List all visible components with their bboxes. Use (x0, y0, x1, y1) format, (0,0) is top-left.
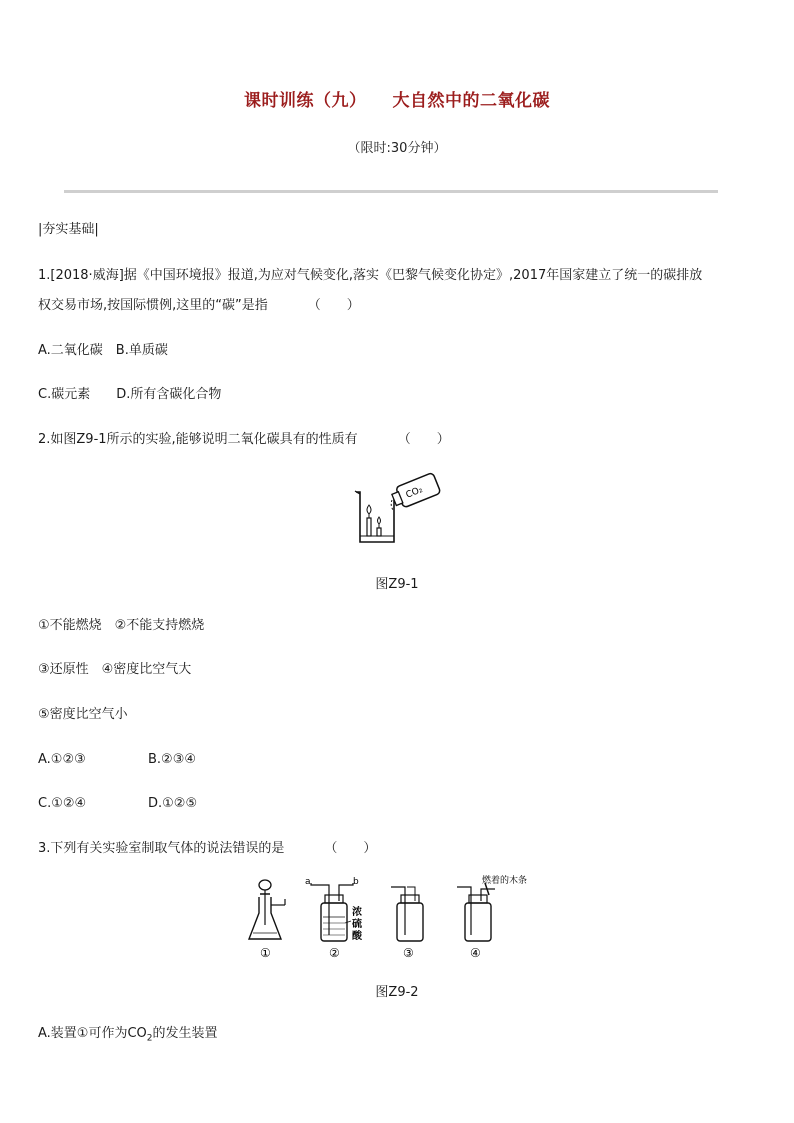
q2-option-c: C.①②④ (38, 796, 87, 811)
q1-options-cd: C.碳元素 D.所有含碳化合物 (38, 387, 222, 402)
flame-icon (367, 505, 371, 514)
figure-z9-2 (245, 873, 555, 963)
title-main: 课时训练（九） (244, 91, 367, 111)
q2-stem (38, 431, 450, 449)
q3-option-a-suffix: 的发生装置 (152, 1026, 218, 1041)
apparatus-2-number: ② (329, 946, 340, 960)
title-topic: 大自然中的二氧化碳 (392, 91, 550, 111)
q3-option-a-prefix: A.装置①可作为CO (38, 1026, 147, 1041)
acid-label-2: 硫 (352, 919, 362, 930)
q2-option-b: B.②③④ (148, 752, 197, 767)
q1-stem-text: 权交易市场,按国际惯例,这里的“碳”是指 (38, 298, 268, 313)
q2-answer-paren: （ ） (397, 432, 450, 447)
q2-option-a: A.①②③ (38, 752, 86, 767)
q2-option-d: D.①②⑤ (148, 796, 198, 811)
q3-answer-paren: （ ） (324, 841, 377, 856)
apparatus-2 (311, 883, 353, 941)
q2-statements-12: ①不能燃烧 ②不能支持燃烧 (38, 618, 205, 633)
stick-label: 燃着的木条 (482, 876, 528, 886)
section-label: |夯实基础| (38, 222, 99, 237)
q2-stem-text: 2.如图Z9-1所示的实验,能够说明二氧化碳具有的性质有 (38, 432, 358, 447)
apparatus-4-number: ④ (470, 946, 481, 960)
q3-option-a (38, 1025, 218, 1048)
figure-z9-1-caption: 图Z9-1 (375, 577, 419, 592)
apparatus-3-number: ③ (403, 946, 414, 960)
co2-label: CO₂ (404, 484, 425, 501)
acid-label-3: 酸 (352, 931, 362, 942)
q2-statements-34: ③还原性 ④密度比空气大 (38, 662, 192, 677)
q1-stem-line2 (38, 297, 360, 315)
page-title (0, 86, 794, 111)
apparatus-1-number: ① (260, 946, 271, 960)
apparatus-4 (457, 883, 495, 941)
divider (64, 190, 718, 193)
q3-stem-text: 3.下列有关实验室制取气体的说法错误的是 (38, 841, 285, 856)
q1-stem-line1: 1.[2018·威海]据《中国环境报》报道,为应对气候变化,落实《巴黎气候变化协定》,2017年国家建立了统一的碳排放 (38, 268, 703, 283)
figure-z9-2-caption: 图Z9-2 (375, 985, 419, 1000)
apparatus-3 (391, 887, 423, 941)
q2-statement-5: ⑤密度比空气小 (38, 707, 128, 722)
q3-option-a-sub: 2 (146, 1033, 153, 1044)
short-candle (377, 528, 381, 536)
inlet-label-a: a (305, 877, 311, 887)
outlet-label-b: b (353, 877, 359, 887)
q1-options-ab: A.二氧化碳 B.单质碳 (38, 343, 168, 358)
q3-stem (38, 840, 376, 858)
tall-candle (367, 518, 371, 536)
apparatus-1 (249, 880, 285, 939)
time-limit: （限时:30分钟） (347, 141, 447, 156)
beaker (356, 492, 394, 542)
figure-z9-1 (350, 472, 450, 548)
acid-label-1: 浓 (352, 907, 362, 918)
q1-answer-paren: （ ） (307, 298, 360, 313)
